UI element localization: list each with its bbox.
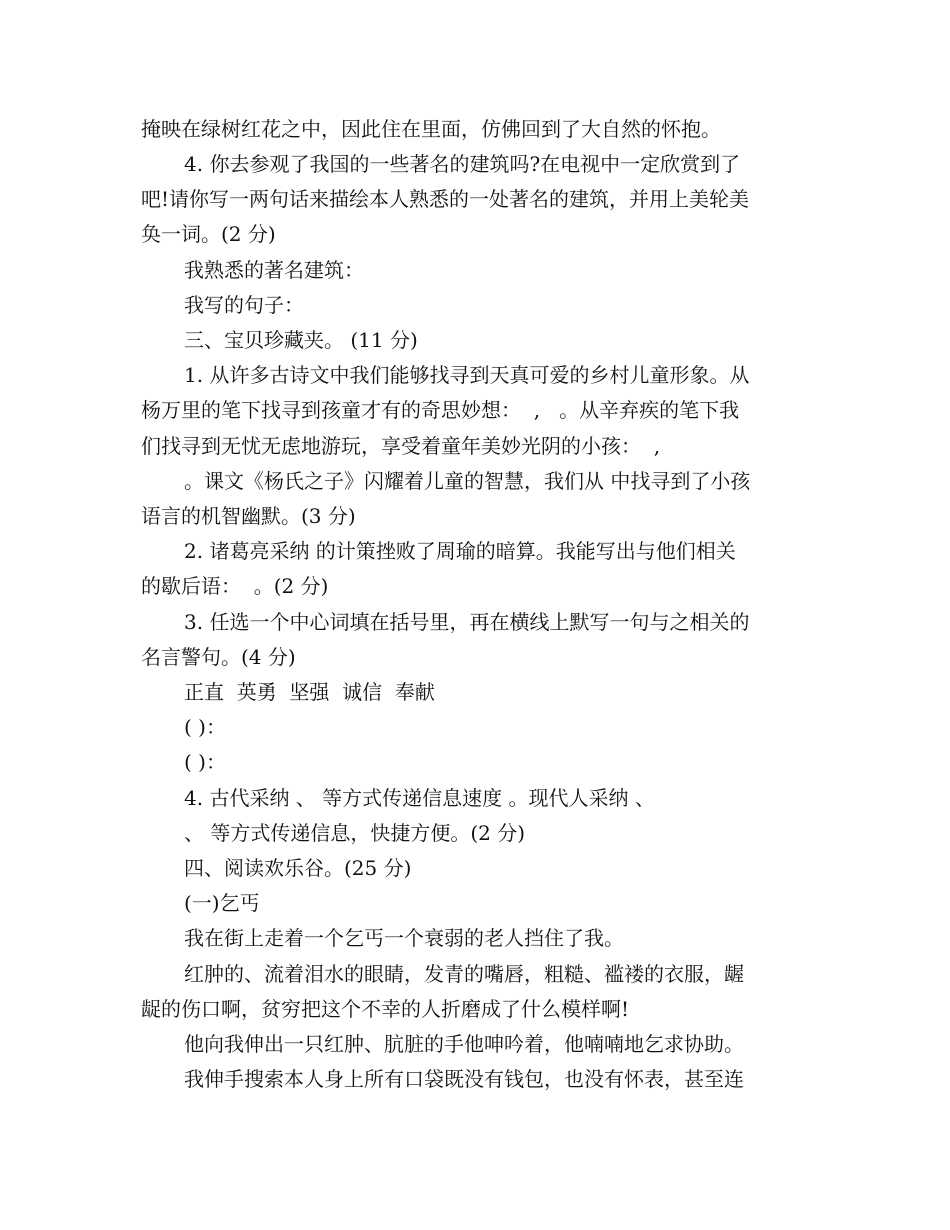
answer-blank-line: ( )： [184, 715, 226, 739]
text-line: 我在街上走着一个乞丐一个衰弱的老人挡住了我。 [184, 926, 624, 950]
text-line: 红肿的、流着泪水的眼睛，发青的嘴唇，粗糙、褴褛的衣服，龌 [184, 962, 744, 986]
text-line: 2. 诸葛亮采纳 的计策挫败了周瑜的暗算。我能写出与他们相关 [184, 539, 736, 563]
text-line: 杨万里的笔下找寻到孩童才有的奇思妙想： , 。从辛弃疾的笔下我 [141, 398, 740, 422]
section-heading: 四、阅读欢乐谷。(25 分) [184, 856, 412, 880]
text-line: 、 等方式传递信息，快捷方便。(2 分) [184, 821, 526, 845]
text-line: 4. 古代采纳 、 等方式传递信息速度 。现代人采纳 、 [184, 786, 655, 810]
text-line: 我熟悉的著名建筑： [184, 258, 364, 282]
word-choices: 正直 英勇 坚强 诚信 奉献 [184, 680, 435, 704]
answer-blank-line: ( )： [184, 750, 226, 774]
text-line: 他向我伸出一只红肿、肮脏的手他呻吟着，他喃喃地乞求协助。 [184, 1032, 744, 1056]
text-line: 3. 任选一个中心词填在括号里，再在横线上默写一句与之相关的 [184, 610, 750, 634]
text-line: 掩映在绿树红花之中，因此住在里面，仿佛回到了大自然的怀抱。 [141, 117, 721, 141]
text-line: 我伸手搜索本人身上所有口袋既没有钱包，也没有怀表，甚至连 [184, 1067, 744, 1091]
text-line: 我写的句子： [184, 293, 304, 317]
text-line: 。课文《杨氏之子》闪耀着儿童的智慧，我们从 中找寻到了小孩 [184, 469, 751, 493]
text-line: 的歇后语： 。(2 分) [141, 574, 329, 598]
text-line: 1. 从许多古诗文中我们能够找寻到天真可爱的乡村儿童形象。从 [184, 363, 750, 387]
text-line: 4. 你去参观了我国的一些著名的建筑吗?在电视中一定欣赏到了 [184, 152, 741, 176]
text-line: 名言警句。(4 分) [141, 645, 296, 669]
section-heading: 三、宝贝珍藏夹。 (11 分) [184, 328, 418, 352]
text-line: 们找寻到无忧无虑地游玩，享受着童年美妙光阴的小孩： , [141, 434, 661, 458]
text-line: 龊的伤口啊，贫穷把这个不幸的人折磨成了什么模样啊! [141, 997, 630, 1021]
text-line: 奂一词。(2 分) [141, 222, 276, 246]
text-line: 语言的机智幽默。(3 分) [141, 504, 356, 528]
text-line: 吧!请你写一两句话来描绘本人熟悉的一处著名的建筑，并用上美轮美 [141, 187, 750, 211]
passage-title: (一)乞丐 [184, 891, 260, 915]
